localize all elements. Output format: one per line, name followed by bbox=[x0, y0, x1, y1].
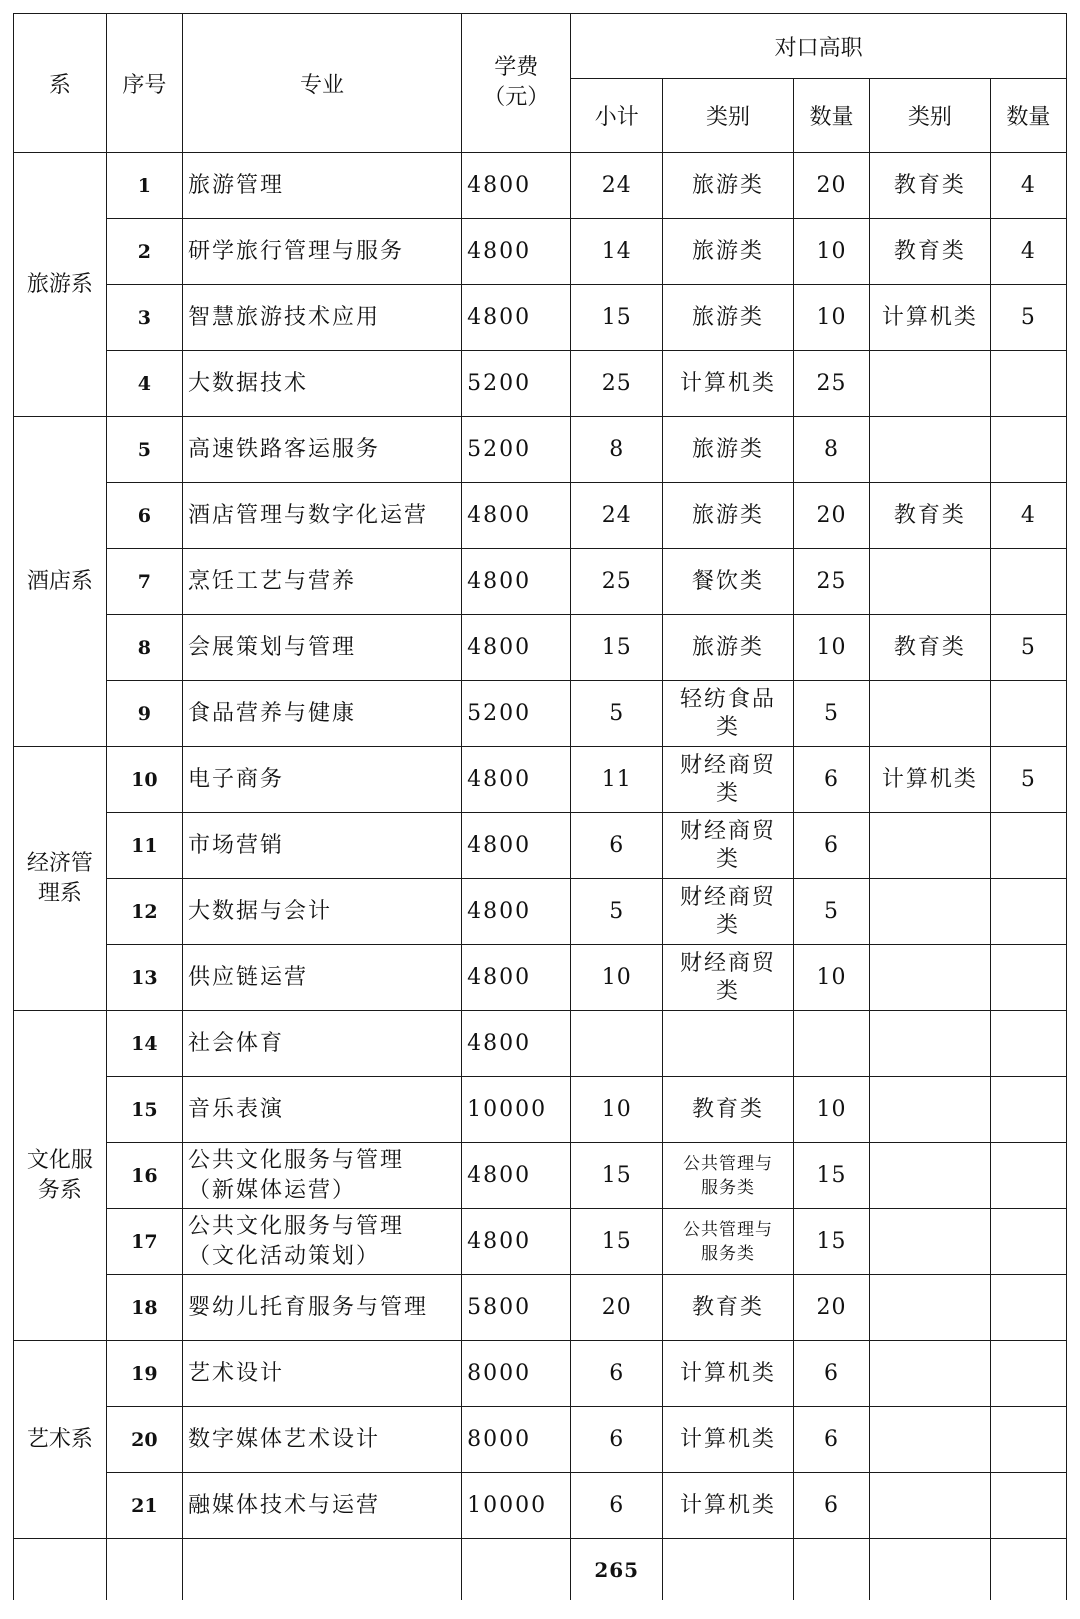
quantity-2 bbox=[990, 549, 1066, 615]
row-number: 15 bbox=[106, 1077, 182, 1143]
dept-name: 酒店系 bbox=[14, 417, 107, 747]
table-header bbox=[14, 14, 1067, 153]
table-row bbox=[14, 153, 1067, 219]
category-1: 教育类 bbox=[663, 1077, 794, 1143]
table-row bbox=[14, 285, 1067, 351]
total-empty-cell bbox=[990, 1539, 1066, 1601]
quantity-2: 4 bbox=[990, 219, 1066, 285]
quantity-2: 5 bbox=[990, 747, 1066, 813]
tuition-fee: 4800 bbox=[462, 1209, 571, 1275]
subtotal bbox=[571, 1011, 663, 1077]
row-number: 12 bbox=[106, 879, 182, 945]
table-row bbox=[14, 1209, 1067, 1275]
tuition-fee: 4800 bbox=[462, 879, 571, 945]
category-2 bbox=[870, 945, 991, 1011]
major-name: 大数据与会计 bbox=[182, 879, 461, 945]
row-number: 18 bbox=[106, 1275, 182, 1341]
quantity-1: 20 bbox=[793, 483, 869, 549]
category-1: 计算机类 bbox=[663, 351, 794, 417]
major-name: 烹饪工艺与营养 bbox=[182, 549, 461, 615]
major-name: 艺术设计 bbox=[182, 1341, 461, 1407]
total-subtotal: 265 bbox=[571, 1539, 663, 1601]
total-empty-cell bbox=[106, 1539, 182, 1601]
quantity-2: 5 bbox=[990, 615, 1066, 681]
category-1: 财经商贸 类 bbox=[663, 879, 794, 945]
row-number: 2 bbox=[106, 219, 182, 285]
header-dept: 系 bbox=[14, 14, 107, 153]
category-1: 旅游类 bbox=[663, 417, 794, 483]
subtotal: 11 bbox=[571, 747, 663, 813]
header-group-vocational: 对口高职 bbox=[571, 14, 1067, 79]
subtotal: 5 bbox=[571, 879, 663, 945]
quantity-1: 10 bbox=[793, 285, 869, 351]
category-2 bbox=[870, 879, 991, 945]
table-row bbox=[14, 1011, 1067, 1077]
table-row bbox=[14, 879, 1067, 945]
major-name: 社会体育 bbox=[182, 1011, 461, 1077]
table-row bbox=[14, 417, 1067, 483]
tuition-fee: 4800 bbox=[462, 1143, 571, 1209]
quantity-2: 5 bbox=[990, 285, 1066, 351]
quantity-1: 10 bbox=[793, 219, 869, 285]
quantity-1: 8 bbox=[793, 417, 869, 483]
total-empty-cell bbox=[14, 1539, 107, 1601]
row-number: 19 bbox=[106, 1341, 182, 1407]
quantity-1: 15 bbox=[793, 1209, 869, 1275]
table-row bbox=[14, 1077, 1067, 1143]
quantity-2 bbox=[990, 1275, 1066, 1341]
category-2 bbox=[870, 1143, 991, 1209]
enrollment-plan-table bbox=[13, 13, 1067, 1601]
category-1: 计算机类 bbox=[663, 1341, 794, 1407]
page-bottom-margin bbox=[0, 1600, 1080, 1619]
table-row bbox=[14, 1275, 1067, 1341]
total-empty-cell bbox=[182, 1539, 461, 1601]
tuition-fee: 4800 bbox=[462, 945, 571, 1011]
category-2 bbox=[870, 417, 991, 483]
row-number: 8 bbox=[106, 615, 182, 681]
table-row bbox=[14, 813, 1067, 879]
table-row bbox=[14, 615, 1067, 681]
table-row bbox=[14, 483, 1067, 549]
row-number: 3 bbox=[106, 285, 182, 351]
category-1: 财经商贸 类 bbox=[663, 813, 794, 879]
category-2 bbox=[870, 681, 991, 747]
category-1: 旅游类 bbox=[663, 219, 794, 285]
category-2: 计算机类 bbox=[870, 747, 991, 813]
quantity-1: 10 bbox=[793, 1077, 869, 1143]
row-number: 21 bbox=[106, 1473, 182, 1539]
subtotal: 15 bbox=[571, 1209, 663, 1275]
table-row bbox=[14, 945, 1067, 1011]
category-2: 教育类 bbox=[870, 483, 991, 549]
row-number: 5 bbox=[106, 417, 182, 483]
category-2 bbox=[870, 1473, 991, 1539]
dept-name: 艺术系 bbox=[14, 1341, 107, 1539]
table-row bbox=[14, 549, 1067, 615]
quantity-2 bbox=[990, 1143, 1066, 1209]
quantity-2 bbox=[990, 945, 1066, 1011]
category-2: 教育类 bbox=[870, 615, 991, 681]
total-empty-cell bbox=[793, 1539, 869, 1601]
category-2 bbox=[870, 1341, 991, 1407]
table-row bbox=[14, 1143, 1067, 1209]
category-1: 旅游类 bbox=[663, 615, 794, 681]
row-number: 6 bbox=[106, 483, 182, 549]
subtotal: 5 bbox=[571, 681, 663, 747]
major-name: 市场营销 bbox=[182, 813, 461, 879]
total-row bbox=[14, 1539, 1067, 1601]
category-1: 餐饮类 bbox=[663, 549, 794, 615]
major-name: 供应链运营 bbox=[182, 945, 461, 1011]
quantity-2 bbox=[990, 1473, 1066, 1539]
row-number: 9 bbox=[106, 681, 182, 747]
tuition-fee: 10000 bbox=[462, 1473, 571, 1539]
tuition-fee: 5800 bbox=[462, 1275, 571, 1341]
subtotal: 6 bbox=[571, 813, 663, 879]
header-no: 序号 bbox=[106, 14, 182, 153]
category-1: 财经商贸 类 bbox=[663, 747, 794, 813]
major-name: 音乐表演 bbox=[182, 1077, 461, 1143]
category-1: 轻纺食品 类 bbox=[663, 681, 794, 747]
dept-name: 经济管 理系 bbox=[14, 747, 107, 1011]
enrollment-table-container bbox=[13, 13, 1067, 1601]
subtotal: 6 bbox=[571, 1407, 663, 1473]
header-major: 专业 bbox=[182, 14, 461, 153]
quantity-2 bbox=[990, 1011, 1066, 1077]
subtotal: 15 bbox=[571, 285, 663, 351]
quantity-2: 4 bbox=[990, 153, 1066, 219]
major-name: 公共文化服务与管理 （文化活动策划） bbox=[182, 1209, 461, 1275]
subtotal: 6 bbox=[571, 1473, 663, 1539]
quantity-1: 5 bbox=[793, 879, 869, 945]
table-row bbox=[14, 681, 1067, 747]
category-1: 财经商贸 类 bbox=[663, 945, 794, 1011]
tuition-fee: 4800 bbox=[462, 285, 571, 351]
table-row bbox=[14, 1341, 1067, 1407]
major-name: 公共文化服务与管理 （新媒体运营） bbox=[182, 1143, 461, 1209]
tuition-fee: 5200 bbox=[462, 681, 571, 747]
header-qty2: 数量 bbox=[990, 79, 1066, 153]
category-1: 计算机类 bbox=[663, 1473, 794, 1539]
quantity-2 bbox=[990, 879, 1066, 945]
category-1 bbox=[663, 1011, 794, 1077]
tuition-fee: 4800 bbox=[462, 219, 571, 285]
category-2: 教育类 bbox=[870, 219, 991, 285]
category-2 bbox=[870, 549, 991, 615]
major-name: 融媒体技术与运营 bbox=[182, 1473, 461, 1539]
category-1: 旅游类 bbox=[663, 153, 794, 219]
tuition-fee: 4800 bbox=[462, 813, 571, 879]
table-row bbox=[14, 351, 1067, 417]
subtotal: 24 bbox=[571, 153, 663, 219]
quantity-1: 6 bbox=[793, 813, 869, 879]
quantity-2 bbox=[990, 1341, 1066, 1407]
header-cat2: 类别 bbox=[870, 79, 991, 153]
category-1: 公共管理与 服务类 bbox=[663, 1143, 794, 1209]
row-number: 16 bbox=[106, 1143, 182, 1209]
dept-name: 文化服 务系 bbox=[14, 1011, 107, 1341]
subtotal: 15 bbox=[571, 1143, 663, 1209]
subtotal: 10 bbox=[571, 1077, 663, 1143]
tuition-fee: 5200 bbox=[462, 351, 571, 417]
quantity-2 bbox=[990, 417, 1066, 483]
category-2 bbox=[870, 1011, 991, 1077]
row-number: 14 bbox=[106, 1011, 182, 1077]
quantity-1: 6 bbox=[793, 747, 869, 813]
table-row bbox=[14, 1473, 1067, 1539]
major-name: 研学旅行管理与服务 bbox=[182, 219, 461, 285]
quantity-1: 25 bbox=[793, 351, 869, 417]
major-name: 会展策划与管理 bbox=[182, 615, 461, 681]
tuition-fee: 4800 bbox=[462, 153, 571, 219]
row-number: 1 bbox=[106, 153, 182, 219]
row-number: 13 bbox=[106, 945, 182, 1011]
total-empty-cell bbox=[870, 1539, 991, 1601]
tuition-fee: 4800 bbox=[462, 747, 571, 813]
tuition-fee: 8000 bbox=[462, 1341, 571, 1407]
category-2 bbox=[870, 1209, 991, 1275]
category-2 bbox=[870, 351, 991, 417]
quantity-1 bbox=[793, 1011, 869, 1077]
header-subtotal: 小计 bbox=[571, 79, 663, 153]
major-name: 数字媒体艺术设计 bbox=[182, 1407, 461, 1473]
dept-name: 旅游系 bbox=[14, 153, 107, 417]
quantity-1: 6 bbox=[793, 1473, 869, 1539]
quantity-1: 6 bbox=[793, 1407, 869, 1473]
tuition-fee: 4800 bbox=[462, 483, 571, 549]
major-name: 酒店管理与数字化运营 bbox=[182, 483, 461, 549]
major-name: 婴幼儿托育服务与管理 bbox=[182, 1275, 461, 1341]
tuition-fee: 4800 bbox=[462, 549, 571, 615]
row-number: 20 bbox=[106, 1407, 182, 1473]
table-row bbox=[14, 747, 1067, 813]
category-2: 计算机类 bbox=[870, 285, 991, 351]
major-name: 智慧旅游技术应用 bbox=[182, 285, 461, 351]
row-number: 17 bbox=[106, 1209, 182, 1275]
quantity-2: 4 bbox=[990, 483, 1066, 549]
category-2 bbox=[870, 1077, 991, 1143]
category-1: 公共管理与 服务类 bbox=[663, 1209, 794, 1275]
subtotal: 15 bbox=[571, 615, 663, 681]
quantity-1: 10 bbox=[793, 945, 869, 1011]
row-number: 4 bbox=[106, 351, 182, 417]
quantity-2 bbox=[990, 681, 1066, 747]
header-cat1: 类别 bbox=[663, 79, 794, 153]
subtotal: 25 bbox=[571, 351, 663, 417]
quantity-2 bbox=[990, 351, 1066, 417]
subtotal: 25 bbox=[571, 549, 663, 615]
subtotal: 6 bbox=[571, 1341, 663, 1407]
category-1: 教育类 bbox=[663, 1275, 794, 1341]
tuition-fee: 8000 bbox=[462, 1407, 571, 1473]
major-name: 旅游管理 bbox=[182, 153, 461, 219]
category-2 bbox=[870, 813, 991, 879]
quantity-2 bbox=[990, 1209, 1066, 1275]
major-name: 大数据技术 bbox=[182, 351, 461, 417]
category-2 bbox=[870, 1407, 991, 1473]
quantity-1: 20 bbox=[793, 1275, 869, 1341]
quantity-1: 25 bbox=[793, 549, 869, 615]
table-row bbox=[14, 219, 1067, 285]
header-qty1: 数量 bbox=[793, 79, 869, 153]
quantity-1: 10 bbox=[793, 615, 869, 681]
subtotal: 14 bbox=[571, 219, 663, 285]
table-row bbox=[14, 1407, 1067, 1473]
quantity-2 bbox=[990, 1407, 1066, 1473]
subtotal: 10 bbox=[571, 945, 663, 1011]
tuition-fee: 5200 bbox=[462, 417, 571, 483]
subtotal: 24 bbox=[571, 483, 663, 549]
total-empty-cell bbox=[663, 1539, 794, 1601]
category-2: 教育类 bbox=[870, 153, 991, 219]
table-body bbox=[14, 153, 1067, 1601]
quantity-1: 20 bbox=[793, 153, 869, 219]
category-1: 旅游类 bbox=[663, 285, 794, 351]
quantity-1: 6 bbox=[793, 1341, 869, 1407]
quantity-2 bbox=[990, 1077, 1066, 1143]
row-number: 7 bbox=[106, 549, 182, 615]
tuition-fee: 4800 bbox=[462, 615, 571, 681]
tuition-fee: 10000 bbox=[462, 1077, 571, 1143]
quantity-1: 5 bbox=[793, 681, 869, 747]
major-name: 食品营养与健康 bbox=[182, 681, 461, 747]
subtotal: 20 bbox=[571, 1275, 663, 1341]
category-1: 计算机类 bbox=[663, 1407, 794, 1473]
total-empty-cell bbox=[462, 1539, 571, 1601]
row-number: 11 bbox=[106, 813, 182, 879]
category-1: 旅游类 bbox=[663, 483, 794, 549]
quantity-1: 15 bbox=[793, 1143, 869, 1209]
row-number: 10 bbox=[106, 747, 182, 813]
tuition-fee: 4800 bbox=[462, 1011, 571, 1077]
subtotal: 8 bbox=[571, 417, 663, 483]
quantity-2 bbox=[990, 813, 1066, 879]
major-name: 高速铁路客运服务 bbox=[182, 417, 461, 483]
major-name: 电子商务 bbox=[182, 747, 461, 813]
header-fee: 学费 （元） bbox=[462, 14, 571, 153]
category-2 bbox=[870, 1275, 991, 1341]
